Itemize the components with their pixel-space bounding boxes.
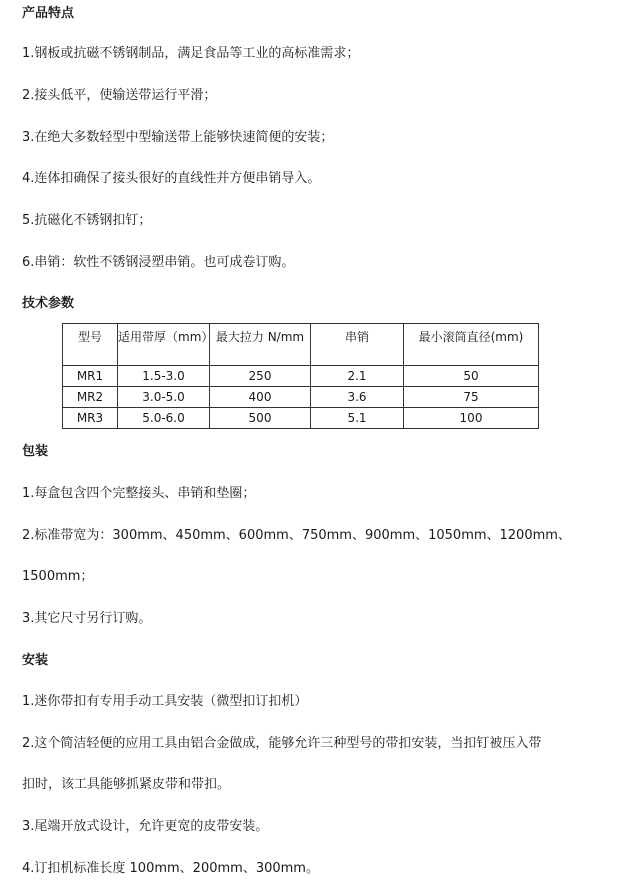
feature-item-1: 1.钢板或抗磁不锈钢制品，满足食品等工业的高标准需求；	[22, 46, 360, 61]
packaging-line-3: 1500mm；	[22, 569, 94, 584]
header-min-pulley-diameter: 最小滚筒直径(mm)	[404, 324, 539, 366]
table-cell: 75	[404, 387, 539, 408]
installation-line-4: 3.尾端开放式设计，允许更宽的皮带安装。	[22, 819, 269, 834]
table-cell: 5.0-6.0	[118, 408, 210, 429]
table-row	[63, 408, 539, 429]
installation-line-2: 2.这个简洁轻便的应用工具由铝合金做成，能够允许三种型号的带扣安装，当扣钉被压入带	[22, 736, 542, 751]
table-cell: 1.5-3.0	[118, 366, 210, 387]
feature-item-6: 6.串销：软性不锈钢浸塑串销。也可成卷订购。	[22, 255, 295, 270]
packaging-line-4: 3.其它尺寸另行订购。	[22, 611, 152, 626]
packaging-line-2: 2.标准带宽为：300mm、450mm、600mm、750mm、900mm、1050mm、1200mm、	[22, 528, 571, 543]
table-header-row	[63, 324, 539, 366]
feature-item-2: 2.接头低平，使输送带运行平滑；	[22, 88, 217, 103]
features-heading: 产品特点	[22, 6, 75, 21]
table-cell: MR1	[63, 366, 118, 387]
installation-line-1: 1.迷你带扣有专用手动工具安装（微型扣订扣机）	[22, 694, 308, 709]
table-cell: 5.1	[311, 408, 404, 429]
specs-heading: 技术参数	[22, 296, 75, 311]
table-cell: 250	[210, 366, 311, 387]
table-cell: 500	[210, 408, 311, 429]
spec-table	[62, 323, 539, 429]
table-cell: 50	[404, 366, 539, 387]
table-cell: 3.0-5.0	[118, 387, 210, 408]
feature-item-5: 5.抗磁化不锈钢扣钉；	[22, 213, 152, 228]
header-max-tension: 最大拉力 N/mm	[210, 324, 311, 366]
table-cell: 400	[210, 387, 311, 408]
table-cell: 3.6	[311, 387, 404, 408]
table-cell: 2.1	[311, 366, 404, 387]
table-row	[63, 387, 539, 408]
header-belt-thickness: 适用带厚（mm）	[118, 324, 210, 366]
packaging-line-1: 1.每盒包含四个完整接头、串销和垫圈；	[22, 486, 256, 501]
feature-item-3: 3.在绝大多数轻型中型输送带上能够快速简便的安装；	[22, 130, 334, 145]
installation-line-5: 4.订扣机标准长度 100mm、200mm、300mm。	[22, 861, 319, 876]
feature-item-4: 4.连体扣确保了接头很好的直线性并方便串销导入。	[22, 171, 321, 186]
installation-line-3: 扣时，该工具能够抓紧皮带和带扣。	[22, 777, 231, 792]
installation-heading: 安装	[22, 653, 49, 668]
table-cell: MR3	[63, 408, 118, 429]
table-cell: 100	[404, 408, 539, 429]
header-model: 型号	[63, 324, 118, 366]
table-row	[63, 366, 539, 387]
packaging-heading: 包装	[22, 444, 49, 459]
table-cell: MR2	[63, 387, 118, 408]
header-pin: 串销	[311, 324, 404, 366]
